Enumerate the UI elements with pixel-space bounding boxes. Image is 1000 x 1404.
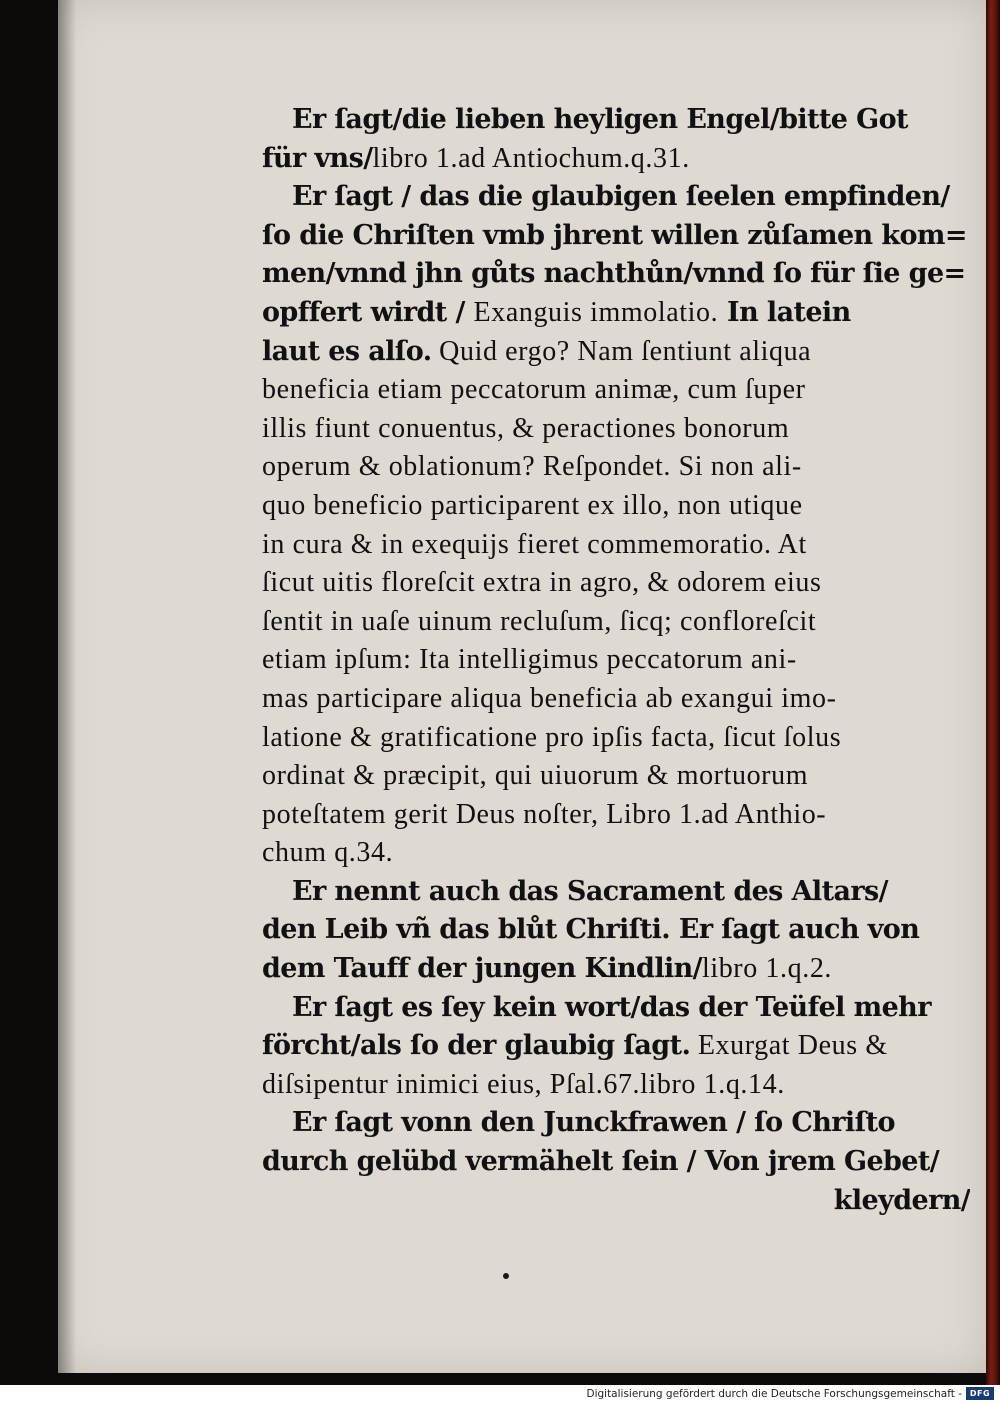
blackletter-text: ſo die Chriſten vmb jhrent willen zůſamen kom= [262,219,967,251]
text-line [262,988,970,1027]
blackletter-text: den Leib vñ das blůt Chriſti. Er ſagt auch von [262,914,920,946]
text-line [262,332,970,371]
roman-text: ſentit in uaſe uinum recluſum, ſicq; confloreſcit [262,605,817,637]
blackletter-text: Er ſagt vonn den Junckfrawen / ſo Chriſto [292,1107,895,1139]
roman-text: operum & oblationum? Reſpondet. Si non ali- [262,451,802,483]
footer-credit: Digitalisierung gefördert durch die Deutsche Forschungsgemeinschaft - [586,1388,962,1400]
blackletter-text: förcht/als ſo der glaubig ſagt. [262,1030,691,1062]
text-line [262,409,970,448]
text-line [262,486,970,525]
blackletter-text: men/vnnd jhn gůts nachthůn/vnnd ſo für ſie ge= [262,258,966,290]
blackletter-text: Er ſagt es ſey kein wort/das der Teüfel mehr [292,991,931,1023]
roman-text: latione & gratificatione pro ipſis facta, ſicut ſolus [262,721,842,753]
text-line [262,139,970,178]
text-line [262,833,970,872]
roman-text: poteſtatem gerit Deus noſter, Libro 1.ad Anthio- [262,798,827,830]
roman-text: etiam ipſum: Ita intelligimus peccatorum ani- [262,644,797,676]
blackletter-text: laut es alſo. [262,335,432,367]
text-line [262,525,970,564]
text-line [262,100,970,139]
roman-text: in cura & in exequijs fieret commemoratio. At [262,528,807,560]
text-line [262,872,970,911]
text-line [262,602,970,641]
text-line [262,756,970,795]
blackletter-text: Er nennt auch das Sacrament des Altars/ [292,875,888,907]
footer-bar [0,1385,1000,1404]
roman-text: mas participare aliqua beneficia ab exangui imo- [262,682,837,714]
roman-text: illis fiunt conuentus, & peractiones bonorum [262,412,790,444]
roman-text: quo beneficio participarent ex illo, non utique [262,489,803,521]
roman-text: diſsipentur inimici eius, Pſal.67.libro 1.q.14. [262,1068,785,1100]
roman-text: ordinat & præcipit, qui uiuorum & mortuorum [262,760,809,792]
text-line [262,447,970,486]
text-line [262,1026,970,1065]
text-line [262,795,970,834]
text-line [262,910,970,949]
blackletter-text: Er ſagt / das die glaubigen ſeelen empfinden/ [292,181,950,213]
roman-text: Quid ergo? Nam ſentiunt aliqua [431,335,812,367]
page-mark [503,1273,509,1279]
blackletter-text: Er ſagt/die lieben heyligen Engel/bitte Got [292,104,908,135]
blackletter-text: durch gelübd vermähelt ſein / Von jrem Gebet/ [262,1146,940,1178]
text-line [262,1142,970,1181]
gutter-shadow [58,0,76,1373]
roman-text: Exanguis immolatio. [473,296,719,328]
blackletter-text: In latein [718,296,851,328]
roman-text: chum q.34. [262,837,394,869]
text-line [262,679,970,718]
blackletter-text: dem Tauff der jungen Kindlin/ [262,953,702,985]
roman-text: beneficia etiam peccatorum animæ, cum ſuper [262,374,806,406]
text-line [262,1065,970,1104]
roman-text: libro 1.q.2. [701,953,833,985]
text-line [262,370,970,409]
blackletter-text: opffert wirdt / [262,296,474,328]
book-edge [986,0,1000,1385]
catchword-text: kleydern/ [833,1184,970,1216]
dfg-logo-icon: DFG [966,1387,994,1400]
text-line [262,293,970,332]
text-line [262,640,970,679]
roman-text: ſicut uitis floreſcit extra in agro, & odorem eius [262,567,822,599]
text-line [262,949,970,988]
text-line [262,216,970,255]
text-line [262,1103,970,1142]
text-line [262,254,970,293]
catchword [262,1181,970,1220]
text-line [262,177,970,216]
text-line [262,718,970,757]
roman-text: libro 1.ad Antiochum.q.31. [372,142,690,174]
blackletter-text: für vns/ [262,142,373,174]
page-text [262,100,970,1219]
roman-text: Exurgat Deus & [690,1030,888,1062]
text-line [262,563,970,602]
